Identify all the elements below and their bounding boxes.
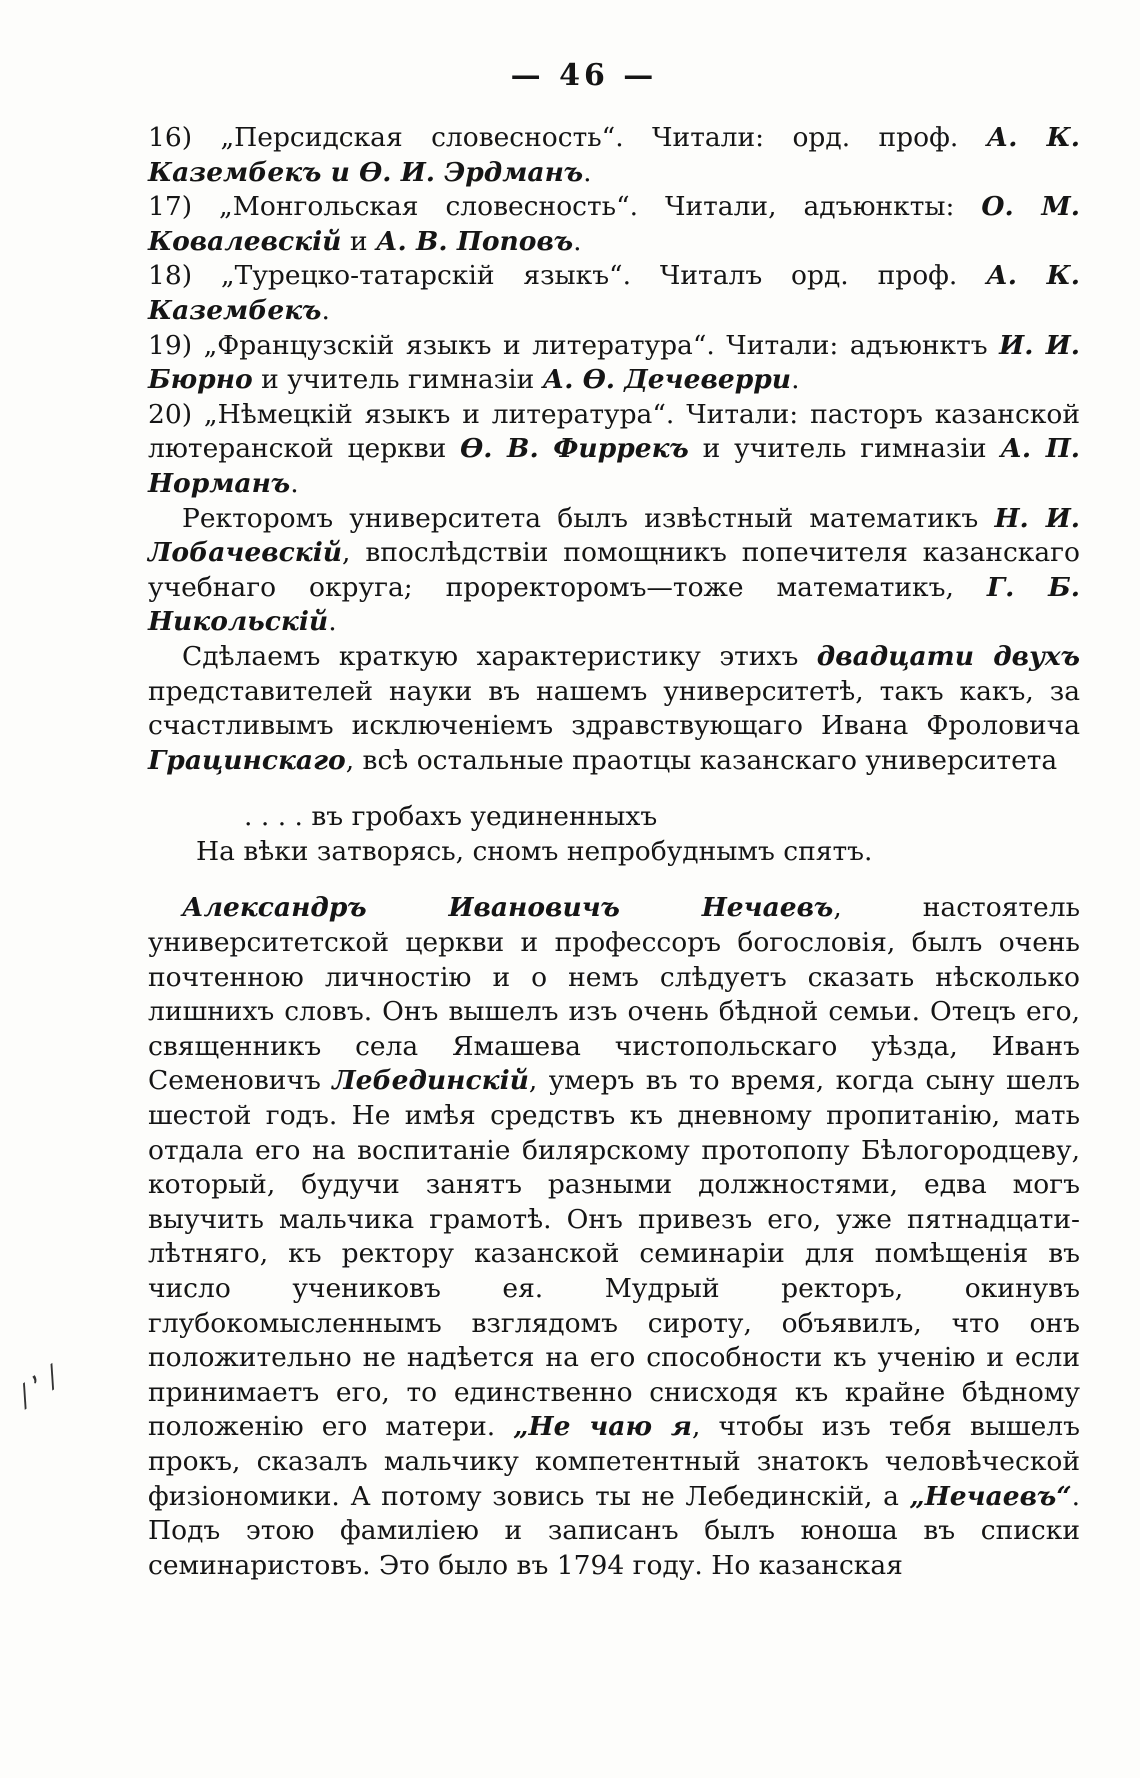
quote-ne-chayu: „Не чаю я	[513, 1411, 692, 1443]
spacer	[148, 869, 1080, 891]
quote-nechaev: „Нечаевъ“	[909, 1480, 1072, 1512]
verse-quote	[148, 800, 1080, 869]
entry-lead: 16) „Персидская словесность“. Читали: орд. проф.	[148, 122, 987, 153]
entry-tail: .	[290, 467, 299, 499]
entry-tail: .	[573, 225, 582, 257]
father-name: Лебединскій	[332, 1065, 529, 1097]
entry-names: А. К. Казембекъ	[148, 260, 1080, 326]
entry-tail: .	[583, 156, 592, 188]
prorector-name: Г. Б. Никольскій	[148, 571, 1081, 638]
entry-names: О. М. Ковалевскій	[148, 191, 1080, 257]
page-number: — 46 —	[510, 58, 658, 93]
entry-19	[148, 329, 1080, 398]
margin-pencil-marks: ⁄ ʼ ⁄	[13, 1362, 66, 1413]
summary-paragraph	[148, 640, 1080, 778]
nechaev-text-4: . Подъ этою фамиліею и записанъ былъ юноша въ списки семинаристовъ. Это было въ 1794 году. Но казанская	[148, 1480, 1080, 1581]
summary-tail: , всѣ остальные праотцы казанскаго университета	[345, 744, 1058, 776]
entry-names: А. К. Казембекъ и Ѳ. И. Эрдманъ	[148, 122, 1080, 188]
entry-mid: и	[341, 225, 376, 257]
rector-mid: , впослѣдствіи помощникъ попечителя казанскаго учебнаго округа; проректоромъ—тоже математикъ,	[148, 537, 1080, 603]
entry-tail: .	[791, 364, 800, 396]
entry-names-2: А. П. Норманъ	[148, 433, 1080, 499]
entry-names: Ѳ. В. Фиррекъ	[460, 433, 689, 465]
entry-names-2: А. Ѳ. Дечеверри	[542, 364, 792, 396]
entry-names-2: А. В. Поповъ	[375, 225, 574, 257]
summary-emphasis: двадцати двухъ	[816, 640, 1080, 672]
nechaev-paragraph	[148, 891, 1080, 1583]
summary-lead: Сдѣлаемъ краткую характеристику этихъ	[182, 640, 817, 672]
nechaev-name: Александръ Ивановичъ Нечаевъ	[182, 892, 834, 924]
rector-lead: Ректоромъ университета былъ извѣстный математикъ	[182, 502, 995, 534]
entry-lead: 20) „Нѣмецкій языкъ и литература“. Читали: пасторъ казанской лютеранской церкви	[148, 398, 1080, 465]
summary-mid: представителей науки въ нашемъ университетѣ, такъ какъ, за счастливымъ исключеніемъ здравствующаго Ивана Фроловича	[148, 675, 1080, 742]
nechaev-text-1: , настоятель университетской церкви и профессоръ богословія, былъ очень почтенною личностію и о немъ слѣдуетъ сказать нѣсколько лишнихъ словъ. Онъ вышелъ изъ очень бѣдной семьи. Отецъ его, священникъ села Ямашева чистопольскаго уѣзда, Иванъ Семеновичъ	[148, 892, 1080, 1097]
nechaev-text-2: , умеръ въ то время, когда сыну шелъ шестой годъ. Не имѣя средствъ къ дневному пропитанію, мать отдала его на воспитаніе билярскому протопопу Бѣлогородцеву, который, будучи занятъ разными должностями, едва могъ выучить мальчика грамотѣ. Онъ привезъ его, уже пятнадцати-лѣтняго, къ ректору казанской семинаріи для помѣщенія въ число учениковъ ея. Мудрый ректоръ, окинувъ глубокомысленнымъ взглядомъ сироту, объявилъ, что онъ положительно не надѣется на его способности къ ученію и если принимаетъ его, то единственно снисходя къ крайне бѣдному положенію его матери.	[148, 1065, 1081, 1443]
entry-mid: и учитель гимназіи	[252, 364, 543, 396]
entry-18	[148, 259, 1080, 328]
entry-tail: .	[321, 294, 330, 326]
entry-20	[148, 398, 1080, 502]
verse-line-1: . . . . въ гробахъ уединенныхъ	[244, 801, 658, 833]
nechaev-text-3: , чтобы изъ тебя вышелъ прокъ, сказалъ мальчику компетентный знатокъ человѣческой физіономики. А потому зовись ты не Лебединскій, а	[148, 1411, 1080, 1512]
rector-paragraph	[148, 502, 1080, 640]
entry-lead: 18) „Турецко-татарскій языкъ“. Читалъ орд. проф.	[148, 260, 987, 292]
entry-names: И. И. Бюрно	[148, 329, 1080, 396]
verse-line-2: На вѣки затворясь, сномъ непробуднымъ спятъ.	[196, 835, 873, 867]
entry-lead: 19) „Французскій языкъ и литература“. Читали: адъюнктъ	[148, 329, 1000, 361]
spacer	[148, 778, 1080, 800]
entry-lead: 17) „Монгольская словесность“. Читали, адъюнкты:	[148, 191, 982, 223]
rector-name: Н. И. Лобачевскій	[148, 502, 1080, 569]
entry-16	[148, 121, 1080, 190]
entry-17	[148, 190, 1080, 259]
summary-name: Грацинскаго	[148, 744, 346, 776]
entry-mid: и учитель гимназіи	[688, 433, 1001, 465]
rector-tail: .	[328, 606, 337, 638]
